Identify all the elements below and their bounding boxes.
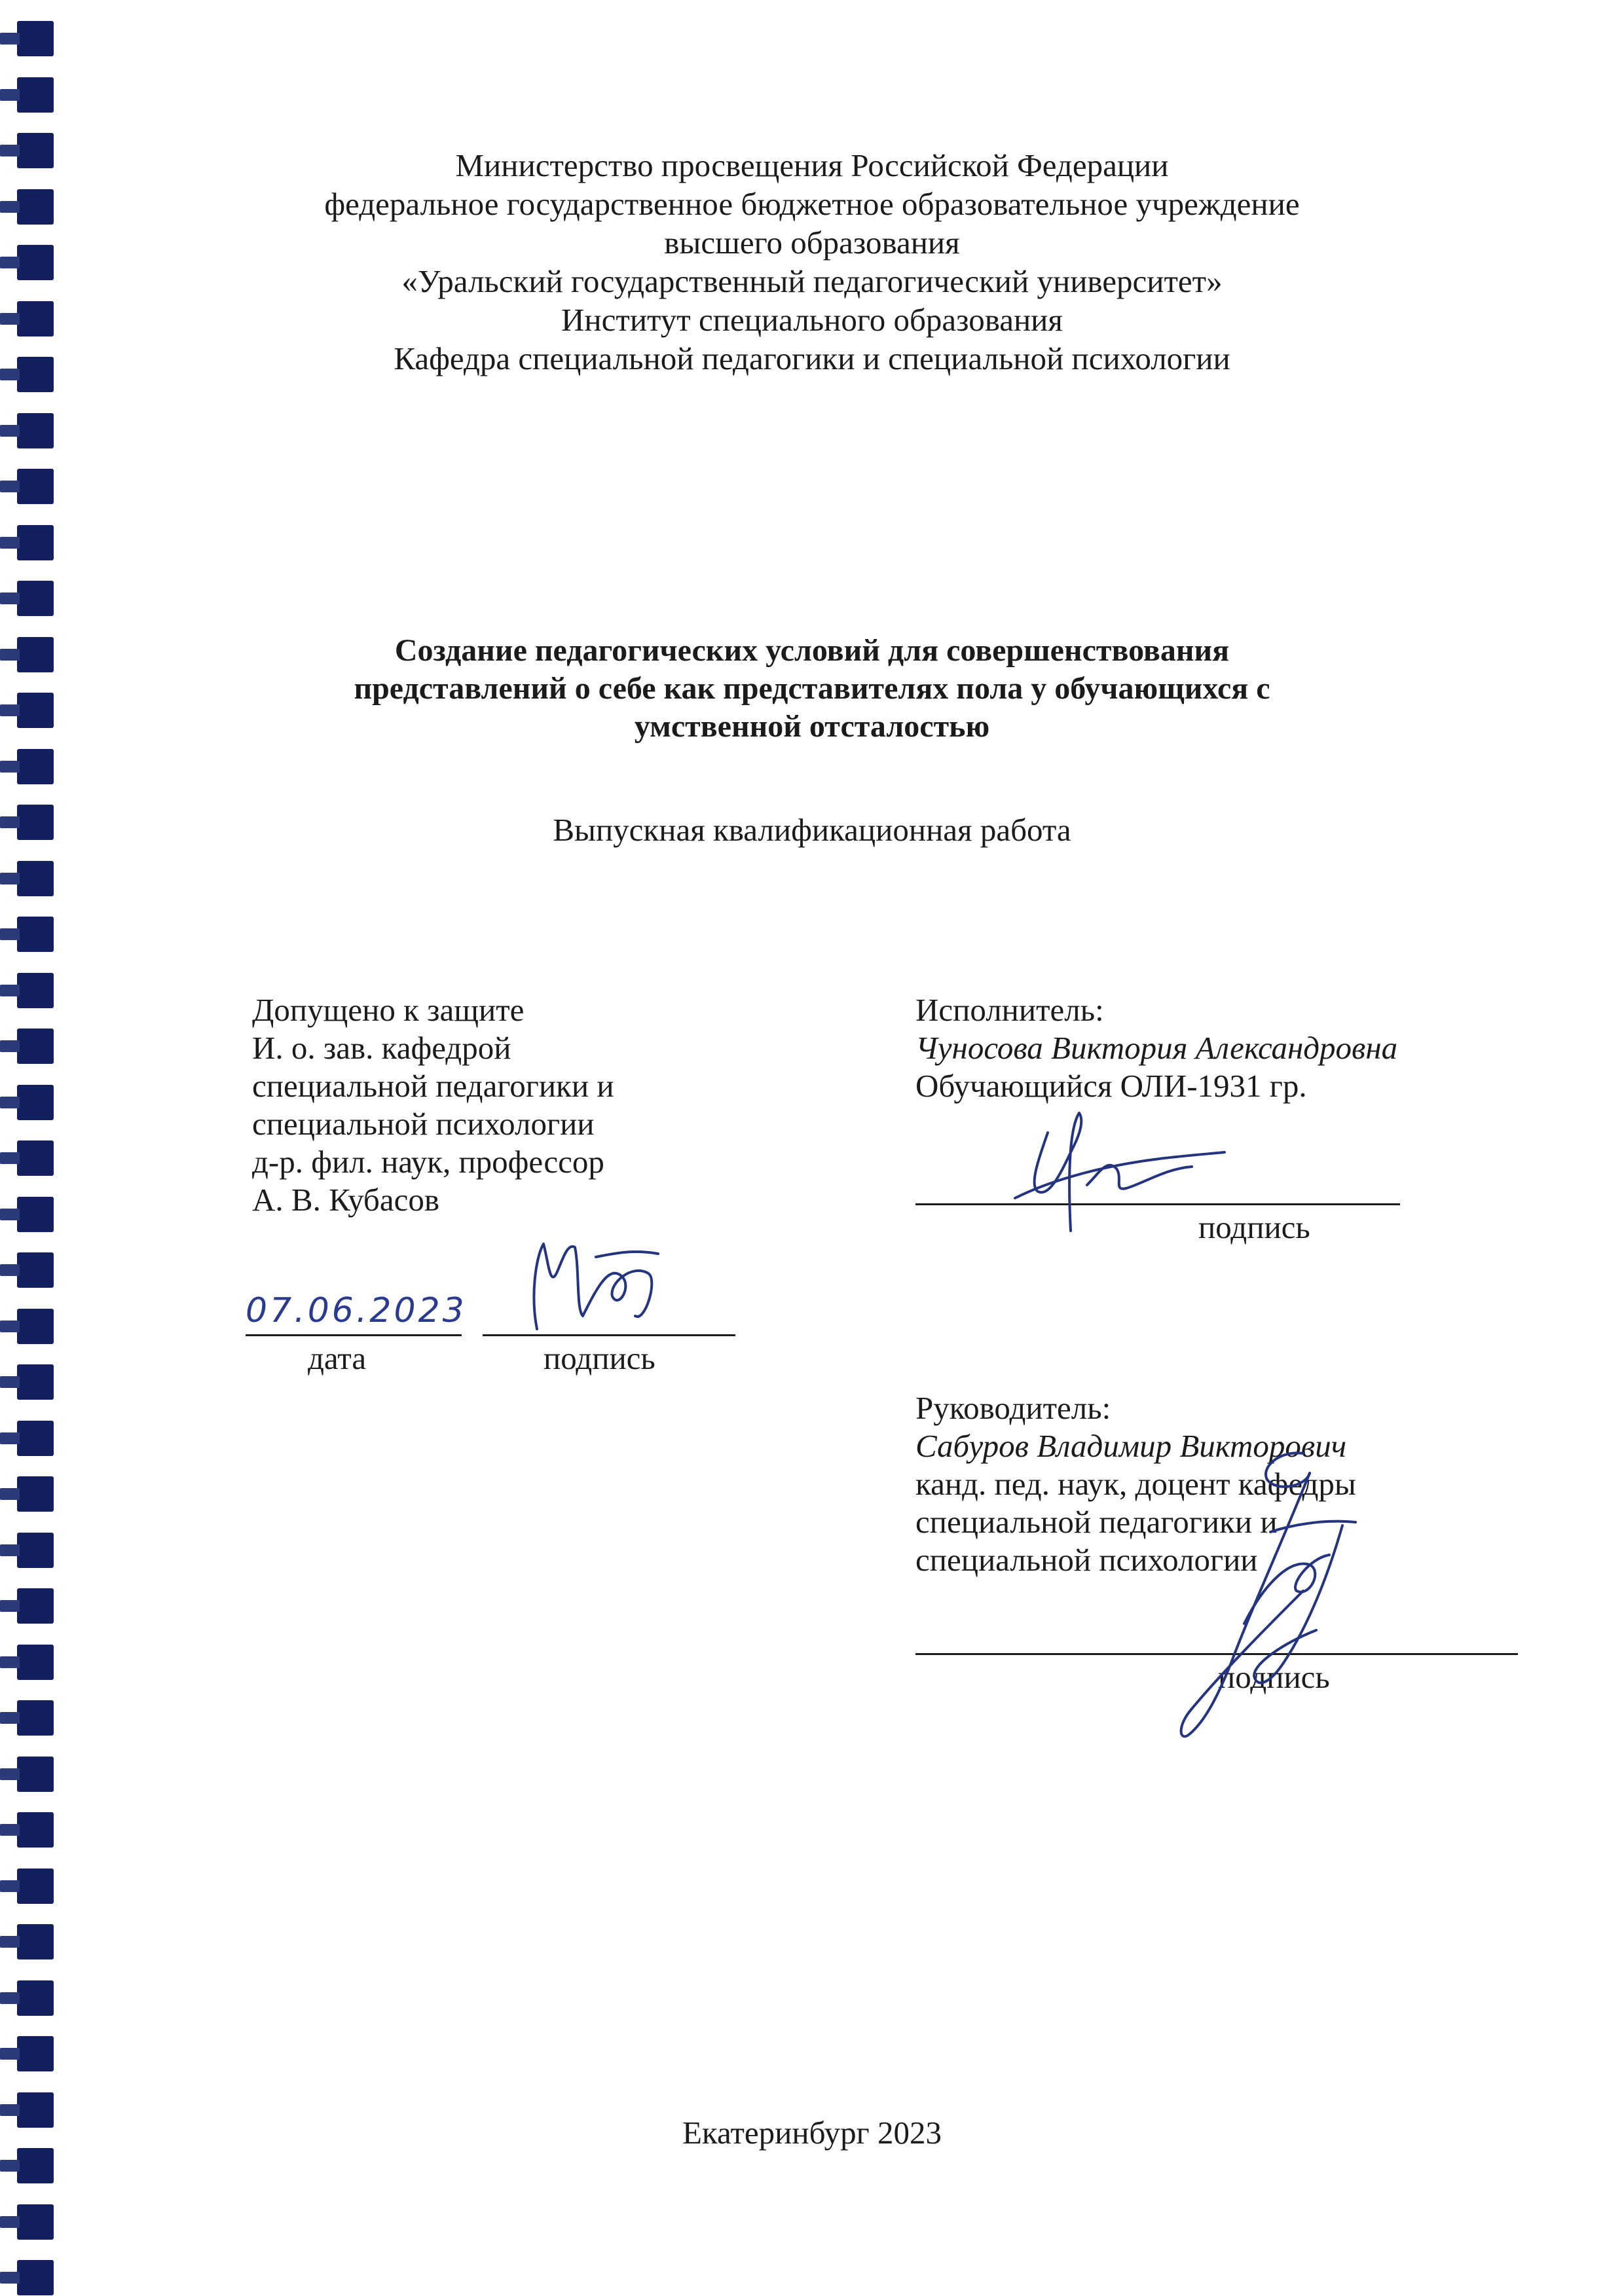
binding-hole xyxy=(17,2148,54,2183)
binding-hole xyxy=(17,1252,54,1288)
supervisor-line: специальной педагогики и xyxy=(915,1504,1278,1540)
performer-heading: Исполнитель: xyxy=(915,992,1104,1028)
binding-hole xyxy=(17,1085,54,1120)
binding-hole xyxy=(17,1757,54,1792)
title-line: представлений о себе как представителях пола у обучающихся с xyxy=(354,671,1270,706)
binding-hole xyxy=(17,2036,54,2071)
approval-line: д-р. фил. наук, профессор xyxy=(252,1144,604,1180)
binding-hole xyxy=(17,2204,54,2240)
approval-signature-label: подпись xyxy=(544,1340,655,1376)
binding-hole xyxy=(17,2260,54,2295)
thesis-title xyxy=(0,632,1624,746)
binding-hole xyxy=(17,1645,54,1680)
binding-hole xyxy=(17,1700,54,1736)
binding-hole xyxy=(17,1476,54,1512)
supervisor-heading: Руководитель: xyxy=(915,1390,1111,1426)
binding-hole xyxy=(17,413,54,448)
title-line: Создание педагогических условий для совершенствования xyxy=(394,633,1230,668)
binding-hole xyxy=(17,1924,54,1959)
education-level-line: высшего образования xyxy=(664,225,960,261)
binding-hole xyxy=(17,525,54,560)
university-name-line: «Уральский государственный педагогический университет» xyxy=(401,263,1223,299)
binding-hole xyxy=(17,1812,54,1848)
supervisor-name: Сабуров Владимир Викторович xyxy=(915,1428,1347,1464)
supervisor-line: канд. пед. наук, доцент кафедры xyxy=(915,1466,1356,1502)
city-year-text: Екатеринбург 2023 xyxy=(682,2115,942,2151)
binding-hole xyxy=(17,581,54,616)
date-label: дата xyxy=(308,1340,367,1376)
department-line: Кафедра специальной педагогики и специальной психологии xyxy=(394,340,1230,376)
binding-hole xyxy=(17,1309,54,1344)
binding-hole xyxy=(17,973,54,1008)
handwritten-date: 07.06.2023 xyxy=(246,1291,467,1330)
binding-hole xyxy=(17,749,54,784)
institution-header xyxy=(0,146,1624,378)
approval-signature xyxy=(498,1218,694,1342)
binding-hole xyxy=(17,1029,54,1064)
binding-hole xyxy=(17,1533,54,1568)
binding-hole xyxy=(17,77,54,113)
approval-line: А. В. Кубасов xyxy=(252,1182,439,1218)
binding-hole xyxy=(17,1868,54,1904)
performer-block xyxy=(915,991,1531,1105)
approval-line: специальной педагогики и xyxy=(252,1068,614,1104)
supervisor-signature xyxy=(1113,1427,1454,1755)
title-line: умственной отсталостью xyxy=(634,709,990,744)
binding-hole xyxy=(17,1421,54,1456)
binding-hole xyxy=(17,469,54,504)
binding-hole xyxy=(17,861,54,896)
binding-hole xyxy=(17,1588,54,1624)
performer-signature-label: подпись xyxy=(1198,1209,1310,1245)
institution-type-line: федеральное государственное бюджетное образовательное учреждение xyxy=(324,186,1300,222)
binding-hole xyxy=(17,1980,54,2016)
ministry-line: Министерство просвещения Российской Федерации xyxy=(455,147,1169,183)
binding-hole xyxy=(17,1140,54,1176)
binding-hole xyxy=(17,1364,54,1400)
approval-line: И. о. зав. кафедрой xyxy=(252,1030,511,1066)
approval-line: специальной психологии xyxy=(252,1106,595,1142)
approval-line: Допущено к защите xyxy=(252,992,525,1028)
city-year xyxy=(0,2113,1624,2152)
performer-signature xyxy=(1002,1106,1238,1244)
approval-block xyxy=(252,991,750,1219)
performer-name: Чуносова Виктория Александровна xyxy=(915,1030,1398,1066)
performer-group: Обучающийся ОЛИ-1931 гр. xyxy=(915,1068,1307,1104)
binding-hole xyxy=(17,21,54,56)
institute-line: Институт специального образования xyxy=(561,302,1063,338)
work-type-text: Выпускная квалификационная работа xyxy=(553,812,1071,848)
supervisor-line: специальной психологии xyxy=(915,1542,1258,1578)
supervisor-signature-label: подпись xyxy=(1218,1659,1330,1695)
binding-hole xyxy=(17,917,54,952)
binding-hole xyxy=(17,1197,54,1232)
work-type xyxy=(0,811,1624,849)
date-line xyxy=(246,1334,462,1336)
